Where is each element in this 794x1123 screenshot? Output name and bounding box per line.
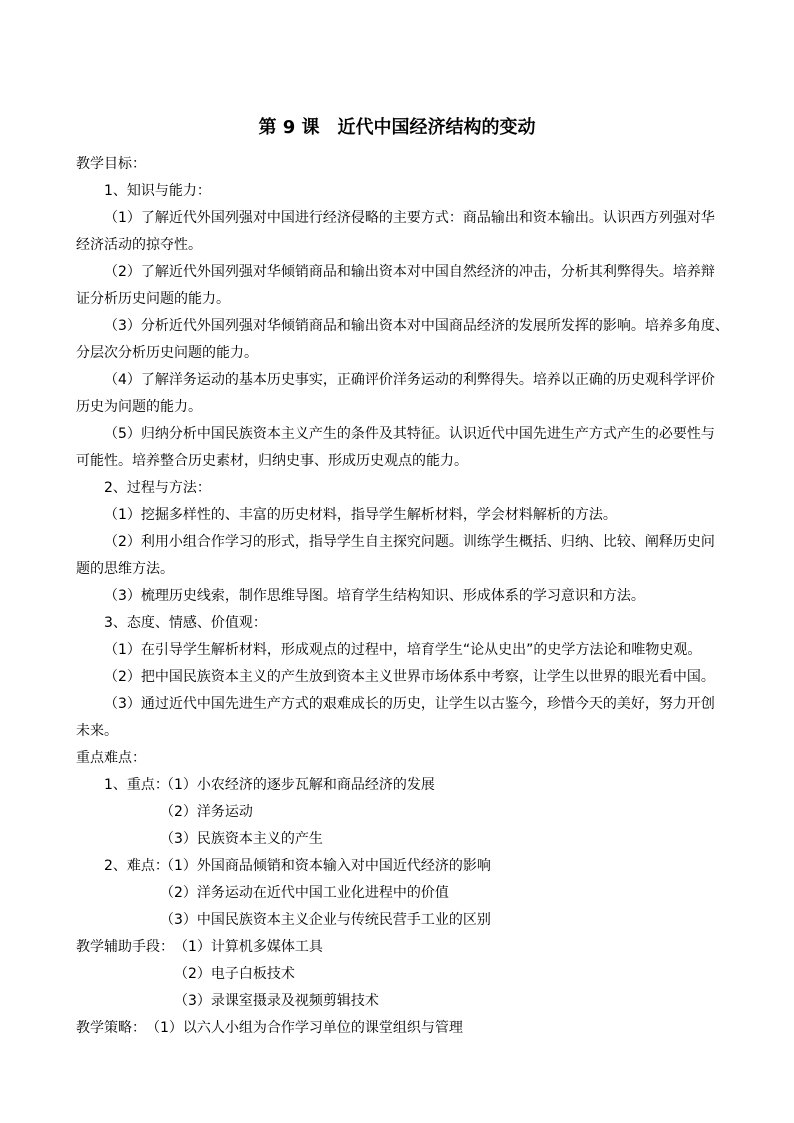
difficulty-item-2: （2）洋务运动在近代中国工业化进程中的价值 (160, 885, 449, 901)
focus-item-1: （1）小农经济的逐步瓦解和商品经济的发展 (160, 777, 435, 793)
attitude-heading: 3、态度、情感、价值观： (104, 615, 267, 631)
knowledge-item-1-line-1: （1）了解近代外国列强对中国进行经济侵略的主要方式：商品输出和资本输出。认识西方列强对华 (104, 210, 715, 226)
lesson-title: 第 9 课 近代中国经济结构的变动 (258, 117, 536, 138)
attitude-item-3-line-2: 未来。 (76, 723, 118, 739)
objectives-heading: 教学目标： (76, 156, 146, 172)
attitude-item-1: （1）在引导学生解析材料，形成观点的过程中，培育学生“论从史出”的史学方法论和唯物史观。 (104, 642, 702, 658)
difficulty-item-3: （3）中国民族资本主义企业与传统民营手工业的区别 (160, 912, 491, 928)
knowledge-item-5-line-2: 可能性。培养整合历史素材，归纳史事、形成历史观点的能力。 (76, 453, 468, 469)
aids-item-3: （3）录课室摄录及视频剪辑技术 (174, 993, 379, 1009)
process-item-1: （1）挖掘多样性的、丰富的历史材料，指导学生解析材料，学会材料解析的方法。 (104, 507, 617, 523)
process-item-3: （3）梳理历史线索，制作思维导图。培育学生结构知识、形成体系的学习意识和方法。 (104, 588, 645, 604)
aids-item-2: （2）电子白板技术 (174, 966, 295, 982)
focus-label: 1、重点： (104, 777, 169, 793)
knowledge-item-2-line-1: （2）了解近代外国列强对华倾销商品和输出资本对中国自然经济的冲击，分析其利弊得失。培养辩 (104, 264, 715, 280)
focus-item-3: （3）民族资本主义的产生 (160, 831, 323, 847)
knowledge-item-4-line-2: 历史为问题的能力。 (76, 399, 202, 415)
focus-item-2: （2）洋务运动 (160, 804, 253, 820)
aids-label: 教学辅助手段： (76, 939, 174, 955)
knowledge-item-2-line-2: 证分析历史问题的能力。 (76, 291, 230, 307)
attitude-item-3-line-1: （3）通过近代中国先进生产方式的艰难成长的历史，让学生以古鉴今，珍惜今天的美好，努力开创 (104, 696, 715, 712)
knowledge-item-3-line-2: 分层次分析历史问题的能力。 (76, 345, 258, 361)
difficulty-label: 2、难点： (104, 858, 169, 874)
difficulty-item-1: （1）外国商品倾销和资本输入对中国近代经济的影响 (160, 858, 491, 874)
process-item-2-line-2: 题的思维方法。 (76, 561, 174, 577)
process-item-2-line-1: （2）利用小组合作学习的形式，指导学生自主探究问题。训练学生概括、归纳、比较、阐释历史问 (104, 534, 715, 550)
knowledge-item-3-line-1: （3）分析近代外国列强对华倾销商品和输出资本对中国商品经济的发展所发挥的影响。培养多角度、 (104, 318, 729, 334)
knowledge-item-5-line-1: （5）归纳分析中国民族资本主义产生的条件及其特征。认识近代中国先进生产方式产生的必要性与 (104, 426, 715, 442)
knowledge-item-4-line-1: （4）了解洋务运动的基本历史事实，正确评价洋务运动的利弊得失。培养以正确的历史观科学评价 (104, 372, 715, 388)
attitude-item-2: （2）把中国民族资本主义的产生放到资本主义世界市场体系中考察，让学生以世界的眼光看中国。 (104, 669, 715, 685)
key-points-heading: 重点难点： (76, 750, 146, 766)
aids-item-1: （1）计算机多媒体工具 (174, 939, 323, 955)
process-heading: 2、过程与方法： (104, 480, 211, 496)
knowledge-item-1-line-2: 经济活动的掠夺性。 (76, 237, 202, 253)
knowledge-heading: 1、知识与能力： (104, 183, 211, 199)
strategy-label: 教学策略： (76, 1020, 146, 1036)
strategy-item-1: （1）以六人小组为合作学习单位的课堂组织与管理 (146, 1020, 463, 1036)
